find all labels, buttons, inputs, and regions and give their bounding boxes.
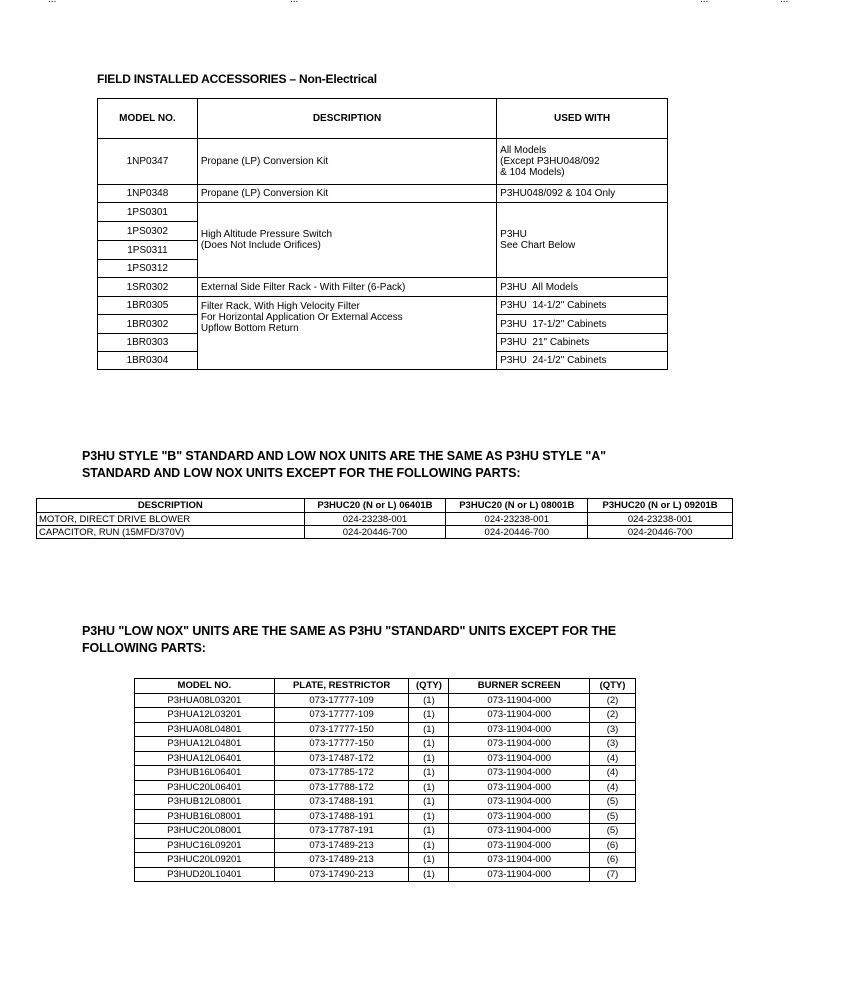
table-cell-model: P3HUC16L09201 (135, 838, 275, 853)
table-row (135, 809, 636, 824)
table-cell-model: P3HUA08L03201 (135, 693, 275, 708)
table-cell-burner-screen: 073-11904-000 (449, 693, 590, 708)
table-cell-model: P3HUA12L03201 (135, 708, 275, 723)
table-row-description: External Side Filter Rack - With Filter (6-Pack) (197, 278, 496, 297)
table-cell-qty: (1) (409, 766, 449, 781)
table-cell-model: P3HUC20L06401 (135, 780, 275, 795)
table-cell-part: 024-23238-001 (446, 513, 588, 526)
col-header-description: DESCRIPTION (37, 499, 305, 513)
table-row-used-with: P3HU All Models (497, 278, 668, 297)
table-row (135, 708, 636, 723)
table-cell-burner-screen: 073-11904-000 (449, 737, 590, 752)
table-cell-plate-restrictor: 073-17777-109 (274, 693, 409, 708)
table-cell-burner-screen: 073-11904-000 (449, 838, 590, 853)
table-cell-qty: (7) (590, 867, 636, 882)
table-row-description: CAPACITOR, RUN (15MFD/370V) (37, 526, 305, 539)
table-cell-plate-restrictor: 073-17777-109 (274, 708, 409, 723)
table-cell-qty: (2) (590, 708, 636, 723)
table-row (135, 780, 636, 795)
table-cell-qty: (1) (409, 853, 449, 868)
table-row-model: 1BR0302 (98, 315, 198, 334)
accessories-title: FIELD INSTALLED ACCESSORIES – Non-Electrical (97, 72, 377, 86)
table-cell-qty: (4) (590, 780, 636, 795)
table-cell-qty: (3) (590, 737, 636, 752)
table-cell-burner-screen: 073-11904-000 (449, 766, 590, 781)
table-cell-plate-restrictor: 073-17488-191 (274, 795, 409, 810)
table-cell-burner-screen: 073-11904-000 (449, 780, 590, 795)
table-row-description: Propane (LP) Conversion Kit (197, 139, 496, 185)
table-row-description: Filter Rack, With High Velocity Filter For Horizontal Application Or External Access Upflow Bottom Return (197, 297, 496, 370)
col-header-qty: (QTY) (409, 679, 449, 694)
table-cell-model: P3HUC20L09201 (135, 853, 275, 868)
table-cell-burner-screen: 073-11904-000 (449, 751, 590, 766)
table-cell-qty: (6) (590, 838, 636, 853)
table-row (135, 838, 636, 853)
table-cell-burner-screen: 073-11904-000 (449, 853, 590, 868)
table-cell-plate-restrictor: 073-17787-191 (274, 824, 409, 839)
table-row (135, 766, 636, 781)
table-cell-burner-screen: 073-11904-000 (449, 708, 590, 723)
table-row-model: 1BR0303 (98, 334, 198, 352)
table-row-used-with: P3HU 17-1/2" Cabinets (497, 315, 668, 334)
table-row (135, 722, 636, 737)
table-row-model: 1PS0301 (98, 203, 198, 222)
table-cell-burner-screen: 073-11904-000 (449, 809, 590, 824)
top-fragment-1 (48, 0, 56, 5)
col-header-plate-restrictor: PLATE, RESTRICTOR (274, 679, 409, 694)
col-header-qty: (QTY) (590, 679, 636, 694)
table-row (135, 824, 636, 839)
table-cell-model: P3HUB16L08001 (135, 809, 275, 824)
table-cell-model: P3HUD20L10401 (135, 867, 275, 882)
table-cell-qty: (1) (409, 824, 449, 839)
table-cell-qty: (5) (590, 809, 636, 824)
table-cell-qty: (1) (409, 780, 449, 795)
table-row-used-with: P3HU See Chart Below (497, 203, 668, 278)
table-cell-qty: (1) (409, 722, 449, 737)
table-cell-plate-restrictor: 073-17487-172 (274, 751, 409, 766)
table-cell-plate-restrictor: 073-17785-172 (274, 766, 409, 781)
table-cell-model: P3HUB16L06401 (135, 766, 275, 781)
table-cell-qty: (1) (409, 737, 449, 752)
table-cell-qty: (1) (409, 751, 449, 766)
col-header-model: MODEL NO. (98, 99, 198, 139)
table-cell-model: P3HUA12L06401 (135, 751, 275, 766)
table-cell-qty: (1) (409, 867, 449, 882)
table-cell-model: P3HUB12L08001 (135, 795, 275, 810)
col-header-model: MODEL NO. (135, 679, 275, 694)
table-cell-part: 024-23238-001 (588, 513, 733, 526)
table-cell-plate-restrictor: 073-17777-150 (274, 737, 409, 752)
table-cell-plate-restrictor: 073-17490-213 (274, 867, 409, 882)
table-cell-plate-restrictor: 073-17489-213 (274, 853, 409, 868)
table-row (135, 751, 636, 766)
table-cell-plate-restrictor: 073-17489-213 (274, 838, 409, 853)
table-cell-model: P3HUA12L04801 (135, 737, 275, 752)
table-row-model: 1PS0312 (98, 260, 198, 278)
table-row (135, 693, 636, 708)
table-row-model: 1PS0302 (98, 222, 198, 241)
table-cell-qty: (1) (409, 795, 449, 810)
table-cell-model: P3HUC20L08001 (135, 824, 275, 839)
table-cell-plate-restrictor: 073-17788-172 (274, 780, 409, 795)
table-cell-qty: (3) (590, 722, 636, 737)
table-row-description: High Altitude Pressure Switch (Does Not Include Orifices) (197, 203, 496, 278)
table-cell-qty: (2) (590, 693, 636, 708)
table-cell-qty: (4) (590, 751, 636, 766)
table-cell-burner-screen: 073-11904-000 (449, 722, 590, 737)
table-row-model: 1NP0348 (98, 185, 198, 203)
table-cell-qty: (1) (409, 693, 449, 708)
col-header-08001b: P3HUC20 (N or L) 08001B (446, 499, 588, 513)
table-row-used-with: P3HU048/092 & 104 Only (497, 185, 668, 203)
col-header-06401b: P3HUC20 (N or L) 06401B (304, 499, 446, 513)
table-row (135, 795, 636, 810)
top-fragment-3 (700, 0, 708, 5)
col-header-description: DESCRIPTION (197, 99, 496, 139)
style-b-parts-table (36, 498, 733, 539)
table-cell-qty: (5) (590, 795, 636, 810)
style-b-intro: P3HU STYLE "B" STANDARD AND LOW NOX UNITS ARE THE SAME AS P3HU STYLE "A" STANDARD AND LOW NOX UNITS EXCEPT FOR THE FOLLOWING PARTS: (82, 449, 606, 480)
top-fragment-2 (290, 0, 298, 5)
table-row-description: Propane (LP) Conversion Kit (197, 185, 496, 203)
table-row (135, 867, 636, 882)
table-cell-burner-screen: 073-11904-000 (449, 824, 590, 839)
table-row-model: 1BR0305 (98, 297, 198, 315)
table-row-model: 1NP0347 (98, 139, 198, 185)
table-cell-qty: (1) (409, 708, 449, 723)
table-cell-qty: (5) (590, 824, 636, 839)
low-nox-intro: P3HU "LOW NOX" UNITS ARE THE SAME AS P3HU "STANDARD" UNITS EXCEPT FOR THE FOLLOWING PARTS: (82, 624, 617, 655)
table-cell-burner-screen: 073-11904-000 (449, 867, 590, 882)
table-cell-qty: (6) (590, 853, 636, 868)
table-cell-burner-screen: 073-11904-000 (449, 795, 590, 810)
table-row-model: 1BR0304 (98, 352, 198, 370)
table-row-used-with: All Models (Except P3HU048/092 & 104 Models) (497, 139, 668, 185)
table-row-model: 1PS0311 (98, 241, 198, 260)
table-cell-part: 024-20446-700 (588, 526, 733, 539)
table-cell-qty: (1) (409, 809, 449, 824)
col-header-09201b: P3HUC20 (N or L) 09201B (588, 499, 733, 513)
col-header-used-with: USED WITH (497, 99, 668, 139)
col-header-burner-screen: BURNER SCREEN (449, 679, 590, 694)
table-cell-qty: (1) (409, 838, 449, 853)
table-row-used-with: P3HU 14-1/2" Cabinets (497, 297, 668, 315)
table-row (135, 853, 636, 868)
table-cell-plate-restrictor: 073-17488-191 (274, 809, 409, 824)
table-cell-model: P3HUA08L04801 (135, 722, 275, 737)
top-fragment-4 (780, 0, 788, 5)
accessories-table (97, 98, 668, 370)
table-row-description: MOTOR, DIRECT DRIVE BLOWER (37, 513, 305, 526)
table-row (135, 737, 636, 752)
table-cell-part: 024-20446-700 (304, 526, 446, 539)
table-cell-part: 024-20446-700 (446, 526, 588, 539)
low-nox-parts-table (134, 678, 636, 882)
table-cell-plate-restrictor: 073-17777-150 (274, 722, 409, 737)
table-cell-qty: (4) (590, 766, 636, 781)
table-row-used-with: P3HU 21" Cabinets (497, 334, 668, 352)
table-row-used-with: P3HU 24-1/2" Cabinets (497, 352, 668, 370)
table-cell-part: 024-23238-001 (304, 513, 446, 526)
table-row-model: 1SR0302 (98, 278, 198, 297)
